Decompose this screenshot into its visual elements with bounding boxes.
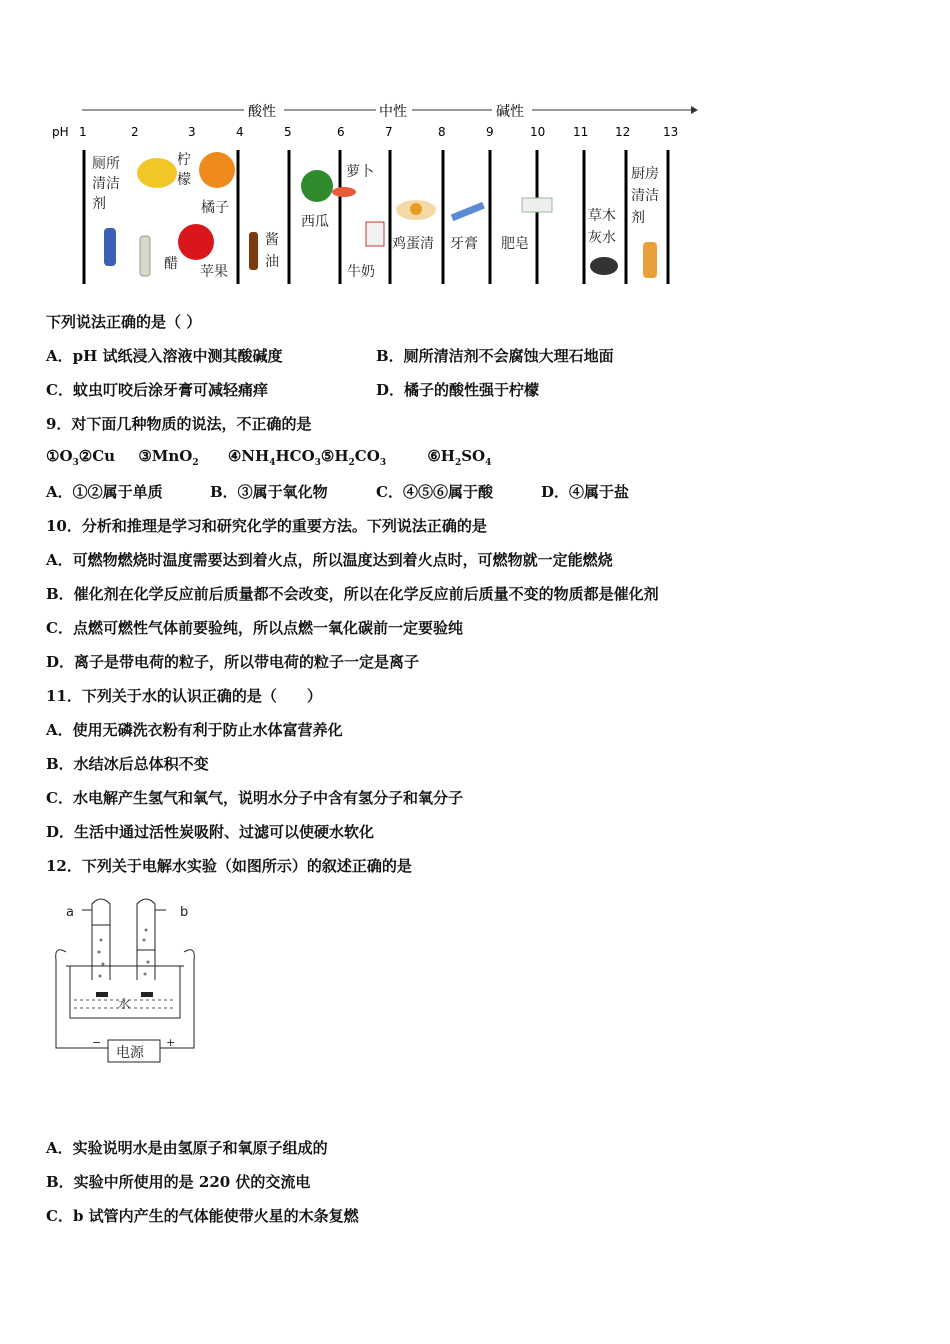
ph-tick: 3: [188, 125, 196, 139]
q8-option-d: D．橘子的酸性强于柠檬: [376, 381, 540, 399]
soap-label: 肥皂: [501, 236, 529, 252]
plant-ash-bowl-icon: [590, 257, 618, 275]
vinegar-bottle-icon: [140, 236, 150, 276]
q12-option-b: B．实验中所使用的是 220 伏的交流电: [46, 1173, 311, 1191]
q10-option-a: A．可燃物燃烧时温度需要达到着火点，所以温度达到着火点时，可燃物就一定能燃烧: [46, 551, 613, 569]
q12-stem: 12．下列关于电解水实验（如图所示）的叙述正确的是: [46, 857, 412, 875]
substance-4: $④NH_4HCO_3$: [227, 447, 321, 468]
kitchen-cleaner-bottle-icon: [643, 242, 657, 278]
ph-tick: 12: [615, 125, 631, 139]
watermelon-icon: [301, 170, 333, 202]
water-label: 水: [118, 997, 131, 1011]
ph-tick: 10: [530, 125, 546, 139]
toilet-cleaner-label: 厕所清洁剂: [92, 156, 120, 212]
milk-label: 牛奶: [347, 264, 375, 280]
toilet-cleaner-bottle-icon: [104, 228, 116, 266]
soy-sauce-label: 酱油: [265, 232, 279, 270]
ph-tick: 1: [79, 125, 87, 139]
neutral-label: 中性: [379, 104, 407, 120]
ph-axis-label: pH: [52, 125, 69, 139]
label-b: b: [180, 905, 189, 920]
radish-icon: [332, 187, 356, 197]
orange-label: 橘子: [201, 200, 229, 216]
radish-label: 萝卜: [346, 164, 374, 180]
q9-option-b: B．③属于氧化物: [210, 483, 328, 501]
ph-scale-figure: [46, 96, 706, 296]
minus-sign: −: [92, 1036, 102, 1049]
q9-option-d: D．④属于盐: [541, 483, 630, 501]
basic-label: 碱性: [496, 104, 524, 120]
orange-icon: [199, 152, 235, 188]
acidic-label: 酸性: [248, 104, 276, 120]
q11-option-a: A．使用无磷洗衣粉有利于防止水体富营养化: [46, 721, 343, 739]
ph-tick: 11: [573, 125, 589, 139]
toothpaste-label: 牙膏: [450, 236, 478, 252]
ph-tick: 2: [131, 125, 139, 139]
q9-stem: 9．对下面几种物质的说法，不正确的是: [46, 415, 312, 433]
substance-6: $⑥H_2SO_4$: [427, 447, 492, 468]
q10-option-c: C．点燃可燃性气体前要验纯，所以点燃一氧化碳前一定要验纯: [46, 619, 463, 637]
vinegar-label: 醋: [164, 256, 178, 272]
electrolysis-figure: [46, 890, 216, 1070]
plant-ash-label: 草木灰水: [588, 208, 616, 246]
q10-stem: 10．分析和推理是学习和研究化学的重要方法。下列说法正确的是: [46, 517, 487, 535]
apple-icon: [178, 224, 214, 260]
label-a: a: [66, 905, 74, 920]
apple-label: 苹果: [200, 264, 228, 280]
q11-option-d: D．生活中通过活性炭吸附、过滤可以使硬水软化: [46, 823, 375, 841]
ph-tick: 8: [438, 125, 446, 139]
q12-option-a: A．实验说明水是由氢原子和氧原子组成的: [46, 1139, 328, 1157]
ph-tick: 13: [663, 125, 679, 139]
q10-option-b: B．催化剂在化学反应前后质量都不会改变，所以在化学反应前后质量不变的物质都是催化剂: [46, 585, 659, 603]
substance-1: $①O_3$: [46, 447, 79, 468]
ph-tick: 9: [486, 125, 494, 139]
q11-stem: 11．下列关于水的认识正确的是（ ）: [46, 687, 322, 705]
q8-option-a: A．pH 试纸浸入溶液中测其酸碱度: [46, 347, 283, 365]
milk-box-icon: [366, 222, 384, 246]
q10-option-d: D．离子是带电荷的粒子，所以带电荷的粒子一定是离子: [46, 653, 420, 671]
q12-option-c: C．b 试管内产生的气体能使带火星的木条复燃: [46, 1207, 359, 1225]
lemon-icon: [137, 158, 177, 188]
egg-white-label: 鸡蛋清: [392, 236, 434, 252]
kitchen-cleaner-label: 厨房清洁剂: [631, 166, 659, 226]
ph-tick: 5: [284, 125, 292, 139]
q8-option-b: B．厕所清洁剂不会腐蚀大理石地面: [376, 347, 614, 365]
q11-option-c: C．水电解产生氢气和氧气，说明水分子中含有氢分子和氧分子: [46, 789, 463, 807]
ph-tick: 4: [236, 125, 244, 139]
arrow-right-icon: [691, 106, 698, 114]
soap-icon: [522, 198, 552, 212]
q9-option-c: C．④⑤⑥属于酸: [376, 483, 493, 501]
plus-sign: +: [166, 1036, 176, 1049]
substance-5: $⑤H_2CO_3$: [320, 447, 387, 468]
watermelon-label: 西瓜: [301, 214, 329, 230]
ph-tick: 7: [385, 125, 393, 139]
power-label: 电源: [116, 1045, 144, 1061]
ph-ticks: [79, 125, 678, 139]
soy-sauce-bottle-icon: [249, 232, 258, 270]
q9-option-a: A．①②属于单质: [46, 483, 163, 501]
toothpaste-icon: [451, 202, 485, 221]
q9-substances: [46, 447, 491, 468]
q8-option-c: C．蚊虫叮咬后涂牙膏可减轻痛痒: [46, 381, 268, 399]
substance-2: ②Cu: [78, 447, 116, 465]
q11-option-b: B．水结冰后总体积不变: [46, 755, 209, 773]
q8-stem: 下列说法正确的是（ ）: [46, 313, 202, 331]
lemon-label: 柠檬: [177, 152, 191, 188]
ph-tick: 6: [337, 125, 345, 139]
substance-3: ③MnO$_2$: [138, 447, 199, 468]
